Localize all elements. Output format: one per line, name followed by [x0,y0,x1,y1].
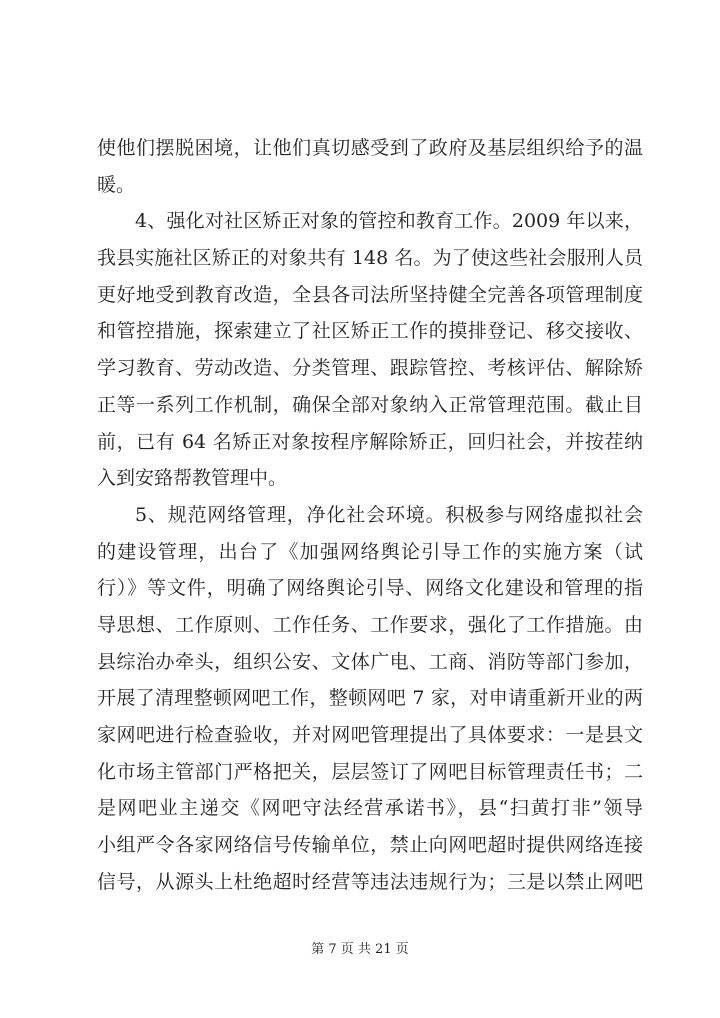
text-line: 暖。 [97,173,136,196]
text-line: 我县实施社区矫正的对象共有 148 名。为了使这些社会服刑人员 [97,247,643,270]
text-line: 和管控措施，探索建立了社区矫正工作的摸排登记、移交接收、 [97,320,643,343]
page-number: 第 7 页 共 21 页 [311,942,409,957]
text-line: 更好地受到教育改造，全县各司法所坚持健全完善各项管理制度 [97,283,643,306]
text-line: 学习教育、劳动改造、分类管理、跟踪管控、考核评估、解除矫 [97,357,643,380]
text-line: 导思想、工作原则、工作任务、工作要求，强化了工作措施。由 [97,613,643,636]
text-line: 是网吧业主递交《网吧守法经营承诺书》，县“扫黄打非”领导 [97,797,643,820]
text-line: 4、强化对社区矫正对象的管控和教育工作。2009 年以来， [135,210,643,233]
text-line: 小组严令各家网络信号传输单位，禁止向网吧超时提供网络连接 [97,834,643,857]
text-line: 5、规范网络管理，净化社会环境。积极参与网络虚拟社会 [135,503,643,526]
text-line: 开展了清理整顿网吧工作，整顿网吧 7 家，对申请重新开业的两 [97,687,643,710]
text-line: 使他们摆脱困境，让他们真切感受到了政府及基层组织给予的温 [97,137,643,159]
text-line: 前，已有 64 名矫正对象按程序解除矫正，回归社会，并按茬纳 [97,430,643,453]
body-text [97,130,643,900]
text-line: 入到安臵帮教管理中。 [97,467,288,490]
text-line: 家网吧进行检查验收，并对网吧管理提出了具体要求：一是县文 [97,724,643,746]
text-line: 行）》等文件，明确了网络舆论引导、网络文化建设和管理的指 [97,577,643,600]
text-line: 化市场主管部门严格把关，层层签订了网吧目标管理责任书；二 [97,760,643,783]
text-line: 正等一系列工作机制，确保全部对象纳入正常管理范围。截止目 [97,393,643,416]
text-line: 县综治办牵头，组织公安、文体广电、工商、消防等部门参加， [97,650,643,673]
text-line: 的建设管理，出台了《加强网络舆论引导工作的实施方案（试 [97,540,643,563]
text-line: 信号，从源头上杜绝超时经营等违法违规行为；三是以禁止网吧 [97,870,643,893]
